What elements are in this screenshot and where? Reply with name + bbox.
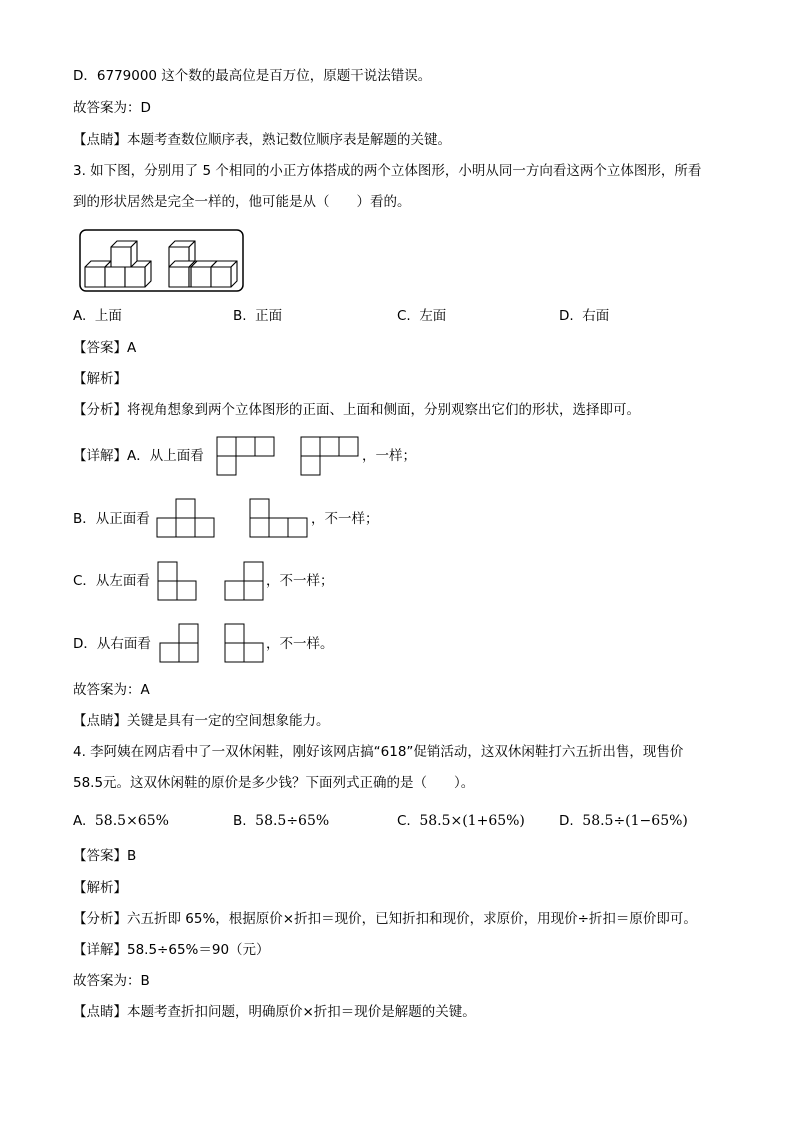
q4-stem-line2: 58.5元。这双休闲鞋的原价是多少钱？下面列式正确的是（ ）。: [73, 775, 475, 791]
q4-answer-line: 故答案为：B: [73, 973, 150, 989]
q3-detail-b-label: B．从正面看: [73, 511, 150, 527]
q4-stem-line1: 4. 李阿姨在网店看中了一双休闲鞋，刚好该网店搞“618”促销活动，这双休闲鞋打六五折出售，现售价: [73, 744, 684, 760]
q3-stem-line2: 到的形状居然是完全一样的，他可能是从（ ）看的。: [73, 194, 411, 210]
q3-detail-c-view-left: [157, 561, 199, 603]
q3-stem-line1: 3. 如下图，分别用了 5 个相同的小正方体搭成的两个立体图形，小明从同一方向看这两个立体图形，所看: [73, 163, 702, 179]
q3-detail-a-label: 【详解】A．从上面看: [73, 448, 204, 464]
q3-detail-b-view-right: [249, 498, 309, 540]
q3-answer: 【答案】A: [73, 340, 137, 356]
q3-detail-a-view-right: [300, 436, 360, 478]
q3-detail-b-view-left: [156, 498, 216, 540]
q3-detail-d-result: ，不一样。: [266, 636, 334, 652]
q3-detail-c-label: C．从左面看: [73, 573, 150, 589]
q4-option-b: B. 58.5÷65%: [233, 813, 330, 829]
q3-option-b: B. 正面: [233, 308, 283, 324]
q4-analysis-heading: 【解析】: [73, 880, 127, 896]
q3-analysis-heading: 【解析】: [73, 371, 127, 387]
comment-text: 本题考查数位顺序表，熟记数位顺序表是解题的关键。: [127, 132, 451, 148]
q3-analyze: 【分析】将视角想象到两个立体图形的正面、上面和侧面，分别观察出它们的形状，选择即可。: [73, 402, 640, 418]
q3-answer-line: 故答案为：A: [73, 682, 150, 698]
comment-tag: 【点睛】: [73, 132, 127, 148]
q3-detail-c-view-right: [224, 561, 266, 603]
q3-detail-b-result: ，不一样；: [311, 511, 379, 527]
q3-detail-d-label: D．从右面看: [73, 636, 151, 652]
q3-detail-d-view-right: [224, 623, 266, 665]
q4-comment: 【点睛】本题考查折扣问题，明确原价×折扣＝现价是解题的关键。: [73, 1004, 476, 1020]
q2-comment: [73, 130, 451, 150]
q3-option-c: C. 左面: [397, 308, 447, 324]
q3-detail-a-result: ，一样；: [362, 448, 416, 464]
q4-analyze: 【分析】六五折即 65%，根据原价×折扣＝现价，已知折扣和现价，求原价，用现价÷折扣＝原价即可。: [73, 911, 697, 927]
q3-cube-figure: [79, 229, 245, 293]
q3-option-d: D. 右面: [559, 308, 610, 324]
q4-option-c: C. 58.5×(1+65%): [397, 813, 525, 829]
q2-answer-line: 故答案为：D: [73, 100, 151, 116]
q4-option-a: A. 58.5×65%: [73, 813, 169, 829]
q3-detail-a-view-left: [216, 436, 276, 478]
q4-answer: 【答案】B: [73, 848, 137, 864]
q3-option-a: A. 上面: [73, 308, 122, 324]
q3-detail-c-result: ，不一样；: [266, 573, 334, 589]
q4-detail: 【详解】58.5÷65%＝90（元）: [73, 942, 270, 958]
q2-option-d-explanation: D．6779000 这个数的最高位是百万位，原题干说法错误。: [73, 68, 432, 84]
q4-option-d: D. 58.5÷(1−65%): [559, 813, 688, 829]
q3-comment: 【点睛】关键是具有一定的空间想象能力。: [73, 713, 330, 729]
q3-detail-d-view-left: [159, 623, 201, 665]
